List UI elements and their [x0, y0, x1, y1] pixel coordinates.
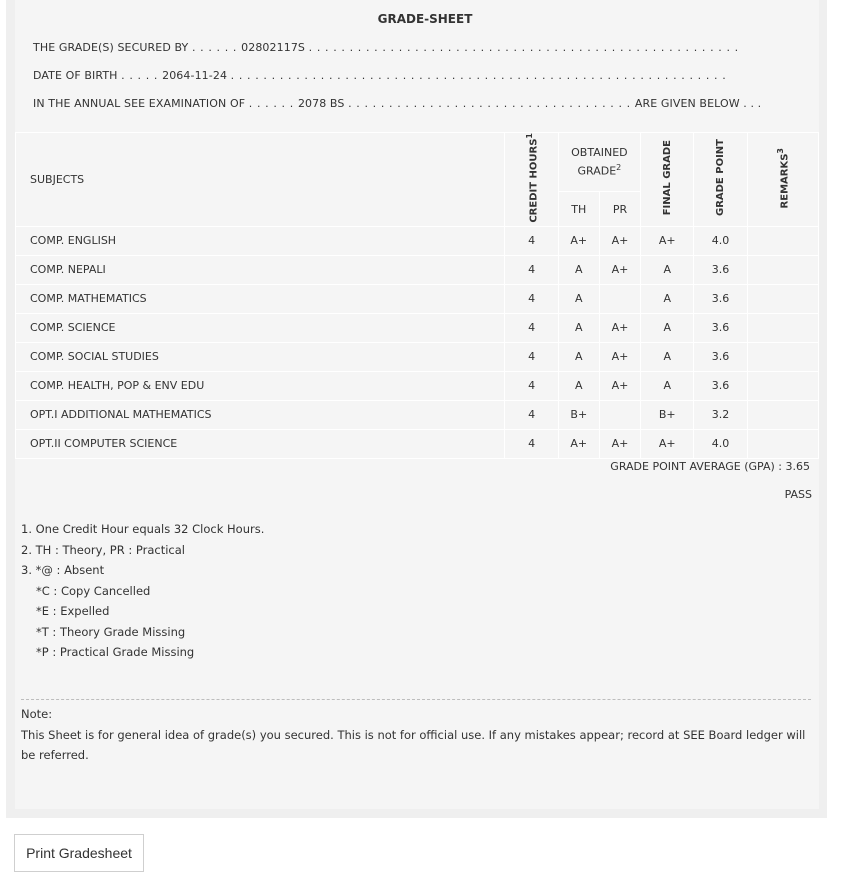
pr-grade-cell: A+ — [599, 313, 640, 342]
final-grade-cell: A+ — [641, 429, 694, 458]
credit-cell: 4 — [505, 371, 558, 400]
grade-point-cell: 3.6 — [694, 284, 747, 313]
final-grade-cell: A — [641, 371, 694, 400]
final-grade-cell: A+ — [641, 226, 694, 255]
given-below-text: ARE GIVEN BELOW . . . — [634, 97, 762, 110]
pr-grade-cell: A+ — [599, 429, 640, 458]
remarks-cell — [747, 400, 818, 429]
footnotes — [21, 519, 264, 663]
subject-cell: OPT.II COMPUTER SCIENCE — [16, 429, 505, 458]
final-grade-cell: B+ — [641, 400, 694, 429]
pr-grade-cell: A+ — [599, 342, 640, 371]
table-row — [16, 400, 819, 429]
table-row — [16, 313, 819, 342]
th-grade-cell: A — [558, 371, 599, 400]
pr-grade-cell: A+ — [599, 371, 640, 400]
pr-grade-cell — [599, 284, 640, 313]
th-grade-cell: A — [558, 284, 599, 313]
credit-cell: 4 — [505, 342, 558, 371]
grade-point-cell: 3.6 — [694, 255, 747, 284]
exam-line: IN THE ANNUAL SEE EXAMINATION OF . . . . . . 2078 BS . . . . . . . . . . . . . . . . . . . . . . . . . . . . . . . . . . . ARE GIVEN BELOW . . . — [33, 97, 762, 110]
gpa-text: GRADE POINT AVERAGE (GPA) : 3.65 — [610, 460, 810, 473]
secured-by-label: THE GRADE(S) SECURED BY — [33, 41, 189, 54]
note-text: This Sheet is for general idea of grade(s) you secured. This is not for official use. If any mistakes appear; record at SEE Board ledger will be referred. — [21, 727, 806, 762]
table-row — [16, 429, 819, 458]
th-grade-cell: A — [558, 255, 599, 284]
credit-cell: 4 — [505, 226, 558, 255]
remarks-cell — [747, 255, 818, 284]
credit-cell: 4 — [505, 313, 558, 342]
pr-grade-cell: A+ — [599, 226, 640, 255]
th-grade-cell: A — [558, 342, 599, 371]
gradesheet-title: GRADE-SHEET — [377, 12, 473, 26]
dob-label: DATE OF BIRTH — [33, 69, 118, 82]
credit-cell: 4 — [505, 255, 558, 284]
credit-cell: 4 — [505, 400, 558, 429]
exam-label: IN THE ANNUAL SEE EXAMINATION OF — [33, 97, 246, 110]
footnote: *P : Practical Grade Missing — [36, 645, 195, 659]
grade-point-cell: 3.6 — [694, 313, 747, 342]
final-grade-cell: A — [641, 313, 694, 342]
symbol-number: 02802117S — [241, 41, 306, 54]
subject-cell: COMP. MATHEMATICS — [16, 284, 505, 313]
obtained-grade-header: OBTAINED GRADE$^2$ — [558, 133, 640, 192]
table-row — [16, 255, 819, 284]
grades-table — [15, 132, 819, 459]
grade-point-cell: 4.0 — [694, 226, 747, 255]
table-row — [16, 226, 819, 255]
subject-cell: OPT.I ADDITIONAL MATHEMATICS — [16, 400, 505, 429]
table-row — [16, 371, 819, 400]
grade-point-cell: 3.6 — [694, 371, 747, 400]
subject-cell: COMP. NEPALI — [16, 255, 505, 284]
table-row — [16, 342, 819, 371]
subject-cell: COMP. SCIENCE — [16, 313, 505, 342]
remarks-cell — [747, 429, 818, 458]
remarks-cell — [747, 371, 818, 400]
th-grade-cell: B+ — [558, 400, 599, 429]
dob-line: DATE OF BIRTH . . . . . 2064-11-24 . . . . . . . . . . . . . . . . . . . . . . . . . . . . . . . . . . . . . . . . . . . . . . . . . . . . . . . . . . . . . — [33, 69, 727, 82]
footnote: 3. *@ : Absent — [21, 563, 105, 577]
credit-cell: 4 — [505, 429, 558, 458]
grade-point-cell: 3.6 — [694, 342, 747, 371]
pr-grade-cell: A+ — [599, 255, 640, 284]
remarks-cell — [747, 313, 818, 342]
result-text: PASS — [784, 488, 812, 501]
subjects-header: SUBJECTS — [16, 133, 505, 227]
th-grade-cell: A — [558, 313, 599, 342]
grade-point-cell: 4.0 — [694, 429, 747, 458]
subject-cell: COMP. SOCIAL STUDIES — [16, 342, 505, 371]
note-divider — [21, 699, 811, 700]
table-row — [16, 284, 819, 313]
th-header: TH — [558, 192, 599, 226]
final-grade-cell: A — [641, 255, 694, 284]
remarks-cell — [747, 342, 818, 371]
pr-grade-cell — [599, 400, 640, 429]
th-grade-cell: A+ — [558, 429, 599, 458]
print-gradesheet-button[interactable]: Print Gradesheet — [14, 834, 144, 872]
subject-cell: COMP. HEALTH, POP & ENV EDU — [16, 371, 505, 400]
final-grade-header: FINAL GRADE — [641, 133, 694, 227]
footnote: *C : Copy Cancelled — [36, 583, 151, 598]
grade-point-cell: 3.2 — [694, 400, 747, 429]
exam-year: 2078 BS — [297, 97, 345, 110]
credit-hours-header: CREDIT HOURS$^1$ — [505, 133, 558, 227]
final-grade-cell: A — [641, 284, 694, 313]
footnote: *T : Theory Grade Missing — [36, 624, 186, 639]
pr-header: PR — [599, 192, 640, 226]
grade-point-header: GRADE POINT — [694, 133, 747, 227]
remarks-cell — [747, 284, 818, 313]
dob-value: 2064-11-24 — [162, 69, 228, 82]
credit-cell: 4 — [505, 284, 558, 313]
secured-by-line: THE GRADE(S) SECURED BY . . . . . . 02802117S . . . . . . . . . . . . . . . . . . . . . . . . . . . . . . . . . . . . . . . . . . . . . . . . . . . . . — [33, 41, 739, 54]
footnote: 1. One Credit Hour equals 32 Clock Hours. — [21, 522, 265, 536]
th-grade-cell: A+ — [558, 226, 599, 255]
remarks-cell — [747, 226, 818, 255]
footnote: 2. TH : Theory, PR : Practical — [21, 542, 185, 557]
subject-cell: COMP. ENGLISH — [16, 226, 505, 255]
remarks-header: REMARKS$^3$ — [747, 133, 818, 227]
final-grade-cell: A — [641, 342, 694, 371]
footnote: *E : Expelled — [36, 604, 110, 618]
note-label: Note: — [21, 707, 53, 721]
note — [21, 704, 811, 766]
